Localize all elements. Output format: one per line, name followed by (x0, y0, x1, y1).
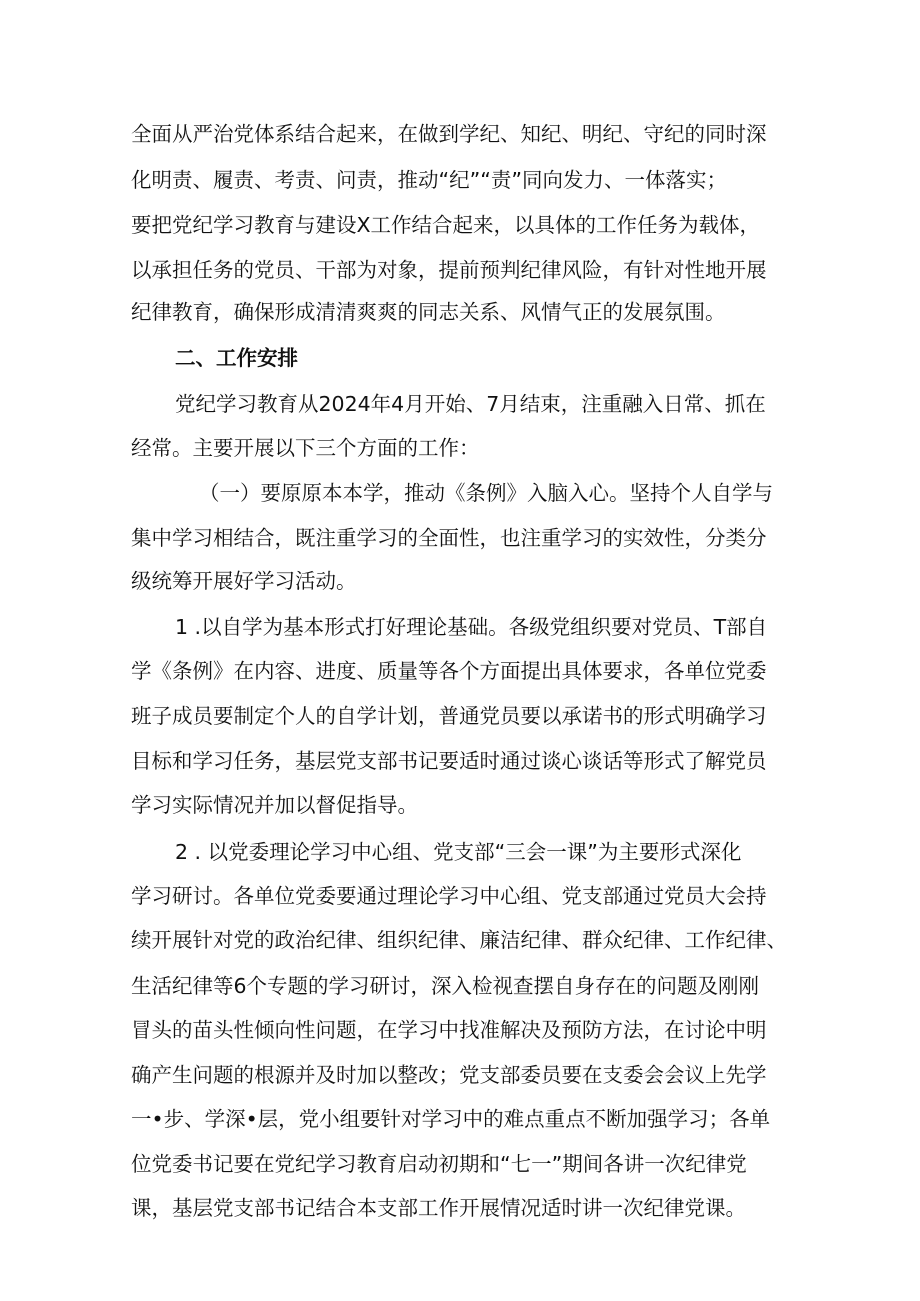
paragraph-line: 续开展针对党的政治纪律、组织纪律、廉洁纪律、群众纪律、工作纪律、 (131, 928, 787, 952)
paragraph-line: 学习实际情况并加以督促指导。 (131, 793, 418, 817)
paragraph-line: 经常。主要开展以下三个方面的工作： (131, 436, 480, 460)
paragraph-line: 位党委书记要在党纪学习教育启动初期和“七一”期间各讲一次纪律党 (131, 1152, 747, 1176)
paragraph-line: 以承担任务的党员、干部为对象，提前预判纪律风险，有针对性地开展 (131, 258, 767, 282)
paragraph-line: 纪律教育，确保形成清清爽爽的同志关系、风情气正的发展氛围。 (131, 300, 726, 324)
paragraph-line: 学《条例》在内容、进度、质量等各个方面提出具体要求，各单位党委 (131, 659, 767, 683)
paragraph-line: 集中学习相结合，既注重学习的全面性，也注重学习的实效性，分类分 (131, 526, 767, 550)
paragraph-line: 目标和学习任务，基层党支部书记要适时通过谈心谈话等形式了解党员 (131, 749, 767, 773)
paragraph-line: 党纪学习教育从2024年4月开始、7月结束，注重融入日常、抓在 (175, 392, 766, 416)
paragraph-line: 生活纪律等6个专题的学习研讨，深入检视查摆自身存在的问题及刚刚 (131, 974, 760, 998)
list-item-line: 2 . 以党委理论学习中心组、党支部“三会一课”为主要形式深化 (175, 840, 742, 864)
list-item-line: 1 .以自学为基本形式打好理论基础。各级党组织要对党员、T部自 (175, 615, 768, 639)
paragraph-line: 一•步、学深•层，党小组要针对学习中的难点重点不断加强学习；各单 (131, 1107, 771, 1131)
subsection-line: （一）要原原本本学，推动《条例》入脑入心。坚持个人自学与 (199, 481, 773, 505)
paragraph-line: 确产生问题的根源并及时加以整改；党支部委员要在支委会会议上先学 (131, 1063, 767, 1087)
paragraph-line: 学习研讨。各单位党委要通过理论学习中心组、党支部通过党员大会持 (131, 884, 767, 908)
paragraph-line: 要把党纪学习教育与建设X工作结合起来，以具体的工作任务为载体， (131, 213, 761, 237)
section-heading: 二、工作安排 (175, 346, 298, 370)
paragraph-line: 化明责、履责、考责、问责，推动“纪”“责”同向发力、一体落实； (131, 168, 727, 192)
paragraph-line: 级统筹开展好学习活动。 (131, 569, 357, 593)
paragraph-line: 冒头的苗头性倾向性问题，在学习中找准解决及预防方法，在讨论中明 (131, 1018, 767, 1042)
paragraph-line: 课，基层党支部书记结合本支部工作开展情况适时讲一次纪律党课。 (131, 1196, 746, 1220)
paragraph-line: 班子成员要制定个人的自学计划，普通党员要以承诺书的形式明确学习 (131, 704, 767, 728)
paragraph-line: 全面从严治党体系结合起来，在做到学纪、知纪、明纪、守纪的同时深 (131, 122, 767, 146)
